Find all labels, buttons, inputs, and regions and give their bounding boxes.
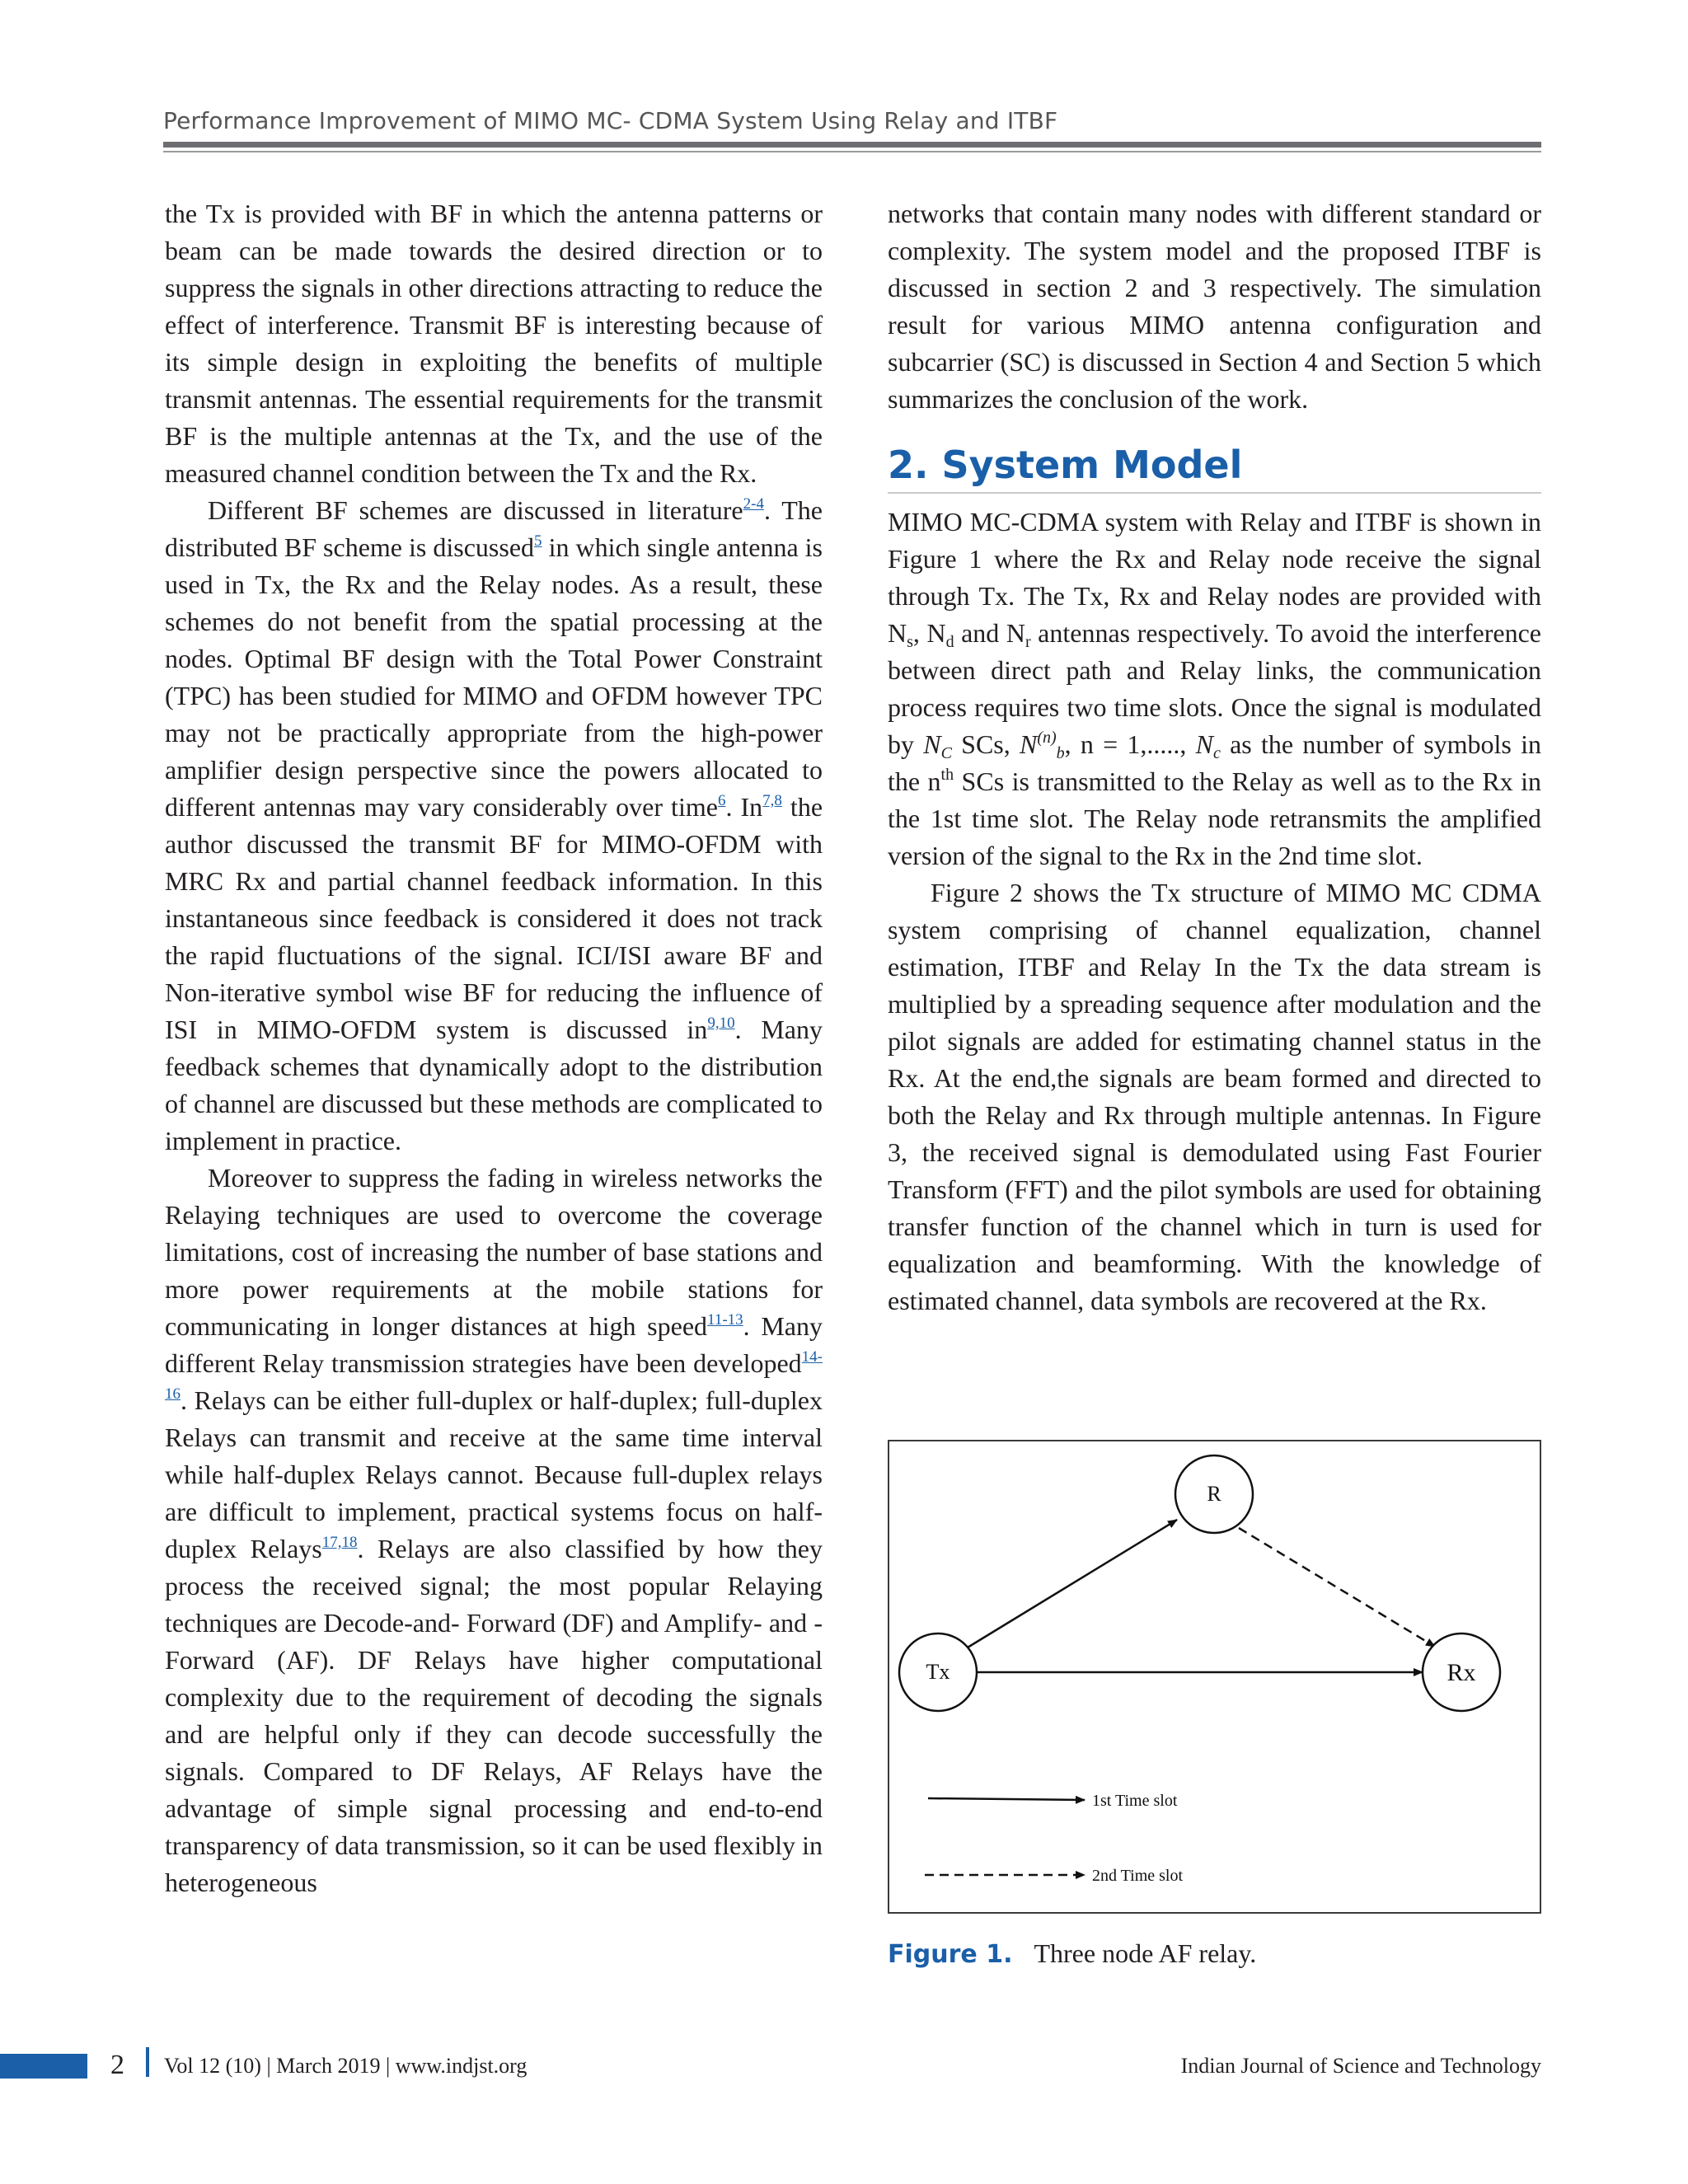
paragraph: Figure 2 shows the Tx structure of MIMO MC CDMA system comprising of channel equalization, channel estimation, ITBF and Relay In the Tx the data stream is multiplied by a spreading sequence after modulation and the pilot signals are added for estimating channel status in the Rx. At the end,the signals are beam formed and directed to both the Relay and Rx through multiple antennas. In Figure 3, the received signal is demodulated using Fast Fourier Transform (FFT) and the pilot symbols are used for obtaining transfer function of the channel which in turn is used for equalization and beamforming. With the knowledge of estimated channel, data symbols are recovered at the Rx.: [888, 878, 1541, 1315]
citation-link[interactable]: 2-4: [743, 495, 764, 513]
rx-node-label: Rx: [1447, 1659, 1476, 1686]
header-rule: [163, 142, 1541, 148]
paragraph: networks that contain many nodes with different standard or complexity. The system model and the proposed ITBF is discussed in section 2 and 3 respectively. The simulation result for various MIMO antenna configuration and subcarrier (SC) is discussed in Section 4 and Section 5 which summarizes the conclusion of the work.: [888, 199, 1541, 414]
legend-solid-arrow: [928, 1798, 1085, 1800]
paragraph: Moreover to suppress the fading in wireless networks the Relaying techniques are used to overcome the coverage limitations, cost of increasing the number of base stations and more power requirements at the mobile stations for communicating in longer distances at high speed$^{11-13}$. Many different Relay transmission strategies have been developed$^{14-16}$. Relays can be either full-duplex or half-duplex; full-duplex Relays can transmit and receive at the same time interval while half-duplex Relays cannot. Because full-duplex relays are difficult to implement, practical systems focus on half-duplex Relays$^{17,18}$. Relays are also classified by how they process the received signal; the most popular Relaying techniques are Decode-and- Forward (DF) and Amplify- and -Forward (AF). DF Relays have higher computational complexity due to the requirement of decoding the signals and are helpful only if they can decode successfully the signals. Compared to DF Relays, AF Relays have the advantage of simple signal processing and end-to-end transparency of data transmission, so it can be used flexibly in heterogeneous: [165, 1163, 823, 1897]
section-heading: 2. System Model: [888, 441, 1541, 494]
citation-link[interactable]: 9,10: [707, 1015, 735, 1032]
page-number: 2: [110, 2050, 124, 2080]
citation-link[interactable]: 11-13: [707, 1311, 743, 1329]
running-title: Performance Improvement of MIMO MC- CDMA System Using Relay and ITBF: [163, 107, 1058, 134]
citation-link[interactable]: 14-16: [165, 1348, 823, 1403]
citation-link[interactable]: 6: [717, 792, 726, 809]
figure-1-diagram: [888, 1440, 1541, 1914]
footer-separator: [146, 2047, 149, 2077]
relay-to-rx-dashed-arrow: [1239, 1528, 1435, 1647]
figure-caption-text: Three node AF relay.: [1034, 1938, 1257, 1968]
relay-node-label: R: [1207, 1482, 1221, 1506]
paragraph: MIMO MC-CDMA system with Relay and ITBF is shown in Figure 1 where the Rx and Relay node receive the signal through Tx. The Tx, Rx and Relay nodes are provided with $N_s$, $N_d$ and $N_r$ antennas respectively. To avoid the interference between direct path and Relay links, the communication process requires two time slots. Once the signal is modulated by $N_C$ SCs, $N^{(n)}_b$, n = 1,....., $N_c$ as the number of symbols in the $n^{th}$ SCs is transmitted to the Relay as well as to the Rx in the 1st time slot. The Relay node retransmits the amplified version of the signal to the Rx in the 2nd time slot.: [888, 507, 1542, 870]
citation-link[interactable]: 5: [534, 532, 542, 550]
footer-volume-info: Vol 12 (10) | March 2019 | www.indjst.org: [164, 2054, 528, 2078]
figure-caption: [888, 1938, 1256, 1969]
header-rule-thin: [163, 151, 1541, 152]
footer-journal-name: Indian Journal of Science and Technology: [1180, 2054, 1541, 2078]
paragraph: the Tx is provided with BF in which the antenna patterns or beam can be made towards the desired direction or to suppress the signals in other directions attracting to reduce the effect of interference. Transmit BF is interesting because of its simple design in exploiting the benefits of multiple transmit antennas. The essential requirements for the transmit BF is the multiple antennas at the Tx, and the use of the measured channel condition between the Tx and the Rx.: [165, 199, 823, 488]
tx-to-relay-arrow: [964, 1520, 1177, 1650]
paragraph: Different BF schemes are discussed in literature$^{2-4}$. The distributed BF scheme is discussed$^5$ in which single antenna is used in Tx, the Rx and the Relay nodes. As a result, these schemes do not benefit from the spatial processing at the nodes. Optimal BF design with the Total Power Constraint (TPC) has been studied for MIMO and OFDM however TPC may not be practically appropriate from the high-power amplifier design perspective since the powers allocated to different antennas may vary considerably over time$^6$. In$^{7,8}$ the author discussed the transmit BF for MIMO-OFDM with MRC Rx and partial channel feedback information. In this instantaneous since feedback is considered it does not track the rapid fluctuations of the signal. ICI/ISI aware BF and Non-iterative symbol wise BF for reducing the influence of ISI in MIMO-OFDM system is discussed in$^{9,10}$. Many feedback schemes that dynamically adopt to the distribution of channel are discussed but these methods are complicated to implement in practice.: [165, 495, 823, 1155]
figure-label: Figure 1.: [888, 1940, 1013, 1969]
right-column: [888, 195, 1541, 1319]
citation-link[interactable]: 17,18: [321, 1534, 358, 1551]
citation-link[interactable]: 7,8: [762, 792, 782, 809]
footer-accent-bar: [0, 2054, 87, 2079]
legend-solid-label: 1st Time slot: [1092, 1792, 1178, 1810]
relay-diagram: [889, 1441, 1543, 1915]
legend-dashed-label: 2nd Time slot: [1092, 1867, 1184, 1885]
left-column: [165, 195, 823, 1901]
tx-node-label: Tx: [926, 1660, 950, 1684]
